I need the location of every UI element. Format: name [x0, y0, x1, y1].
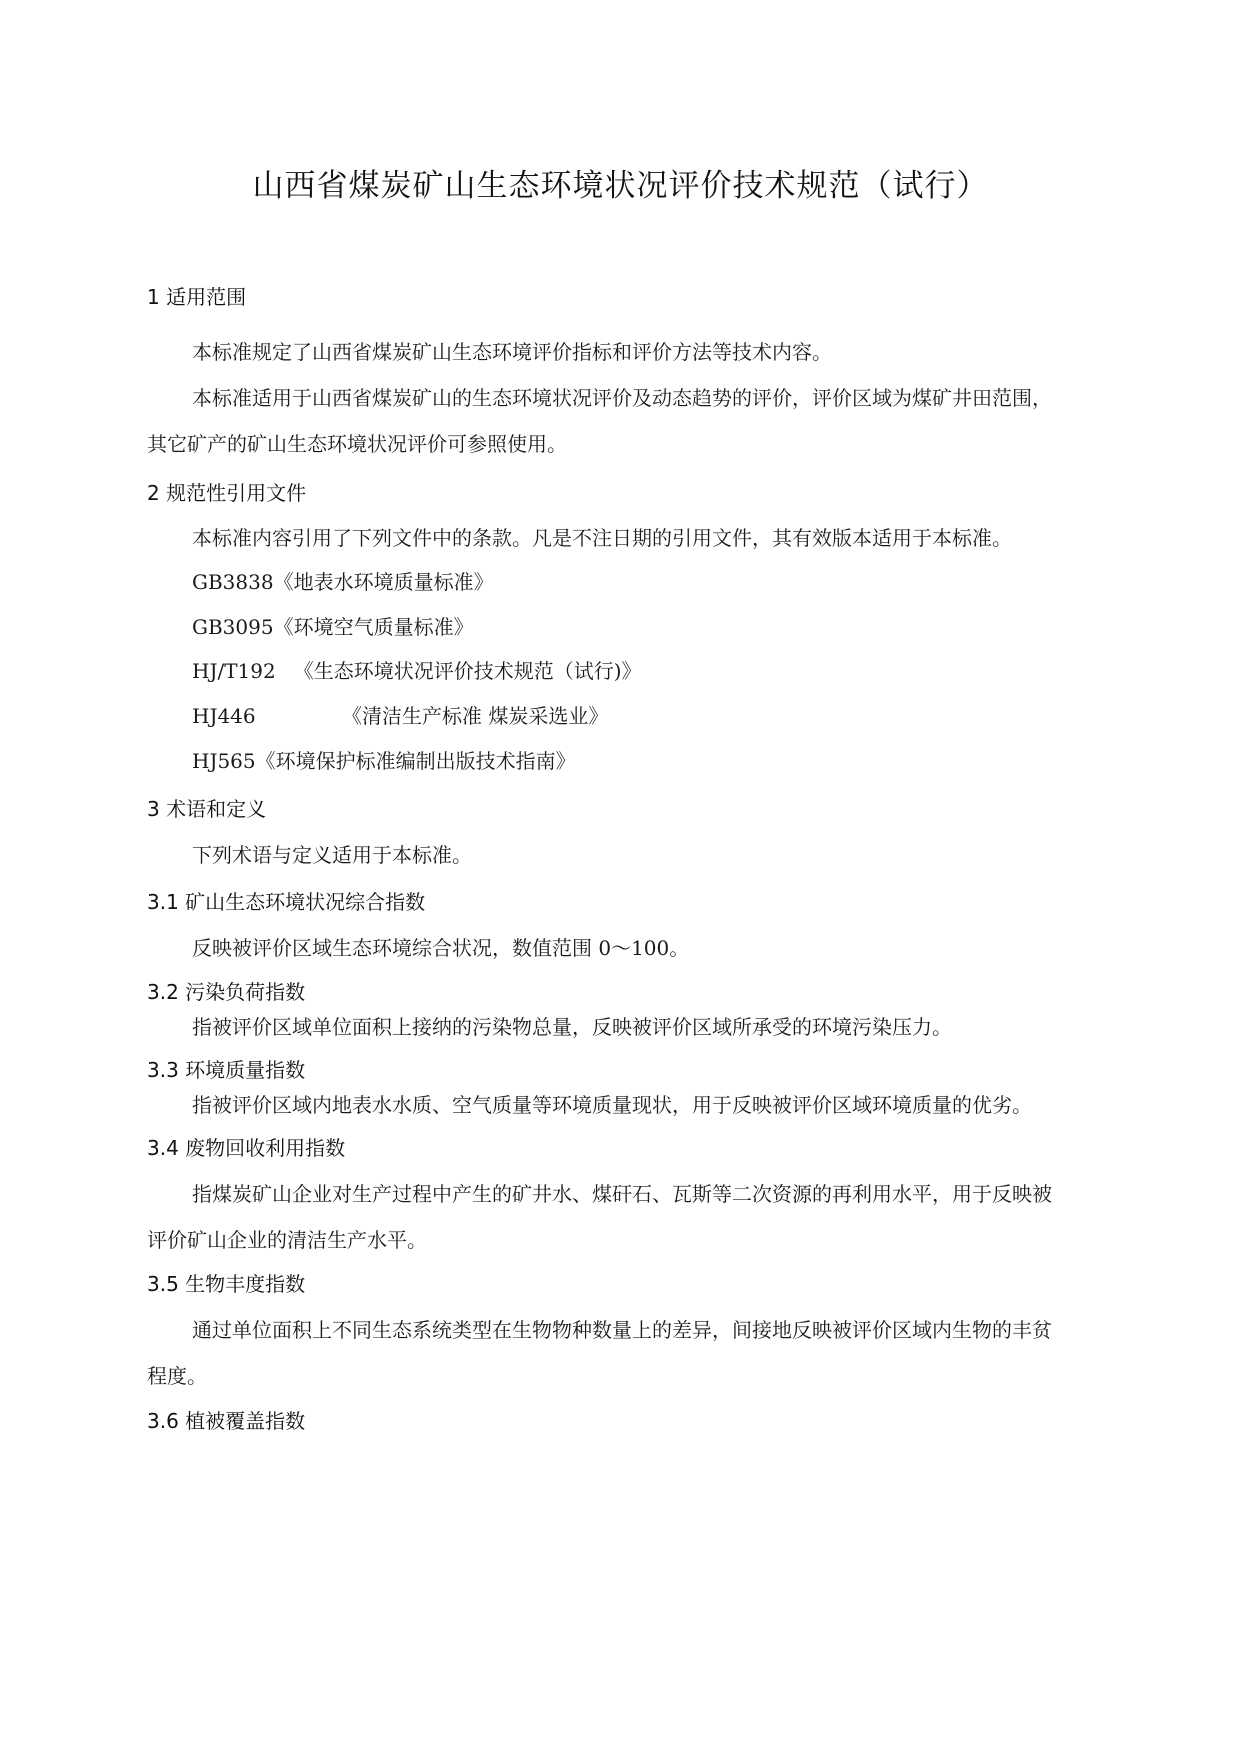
term-definition: 指被评价区域单位面积上接纳的污染物总量，反映被评价区域所承受的环境污染压力。	[192, 1015, 952, 1039]
section-1-paragraph-2-line-1: 本标准适用于山西省煤炭矿山的生态环境状况评价及动态趋势的评价，评价区域为煤矿井田范围，	[192, 386, 1052, 410]
reference-code: GB3095	[192, 615, 274, 639]
reference-title: 《环境保护标准编制出版技术指南》	[255, 749, 576, 773]
document-title: 山西省煤炭矿山生态环境状况评价技术规范（试行）	[252, 168, 989, 204]
section-1-paragraph-1: 本标准规定了山西省煤炭矿山生态环境评价指标和评价方法等技术内容。	[192, 340, 832, 364]
term-heading: 3.1 矿山生态环境状况综合指数	[147, 890, 426, 914]
reference-title: 《环境空气质量标准》	[273, 615, 474, 639]
reference-item	[192, 745, 576, 774]
reference-item	[192, 611, 474, 640]
section-1-heading: 1 适用范围	[147, 285, 247, 309]
reference-item	[192, 655, 642, 684]
term-definition-continued: 评价矿山企业的清洁生产水平。	[147, 1228, 427, 1252]
term-heading: 3.6 植被覆盖指数	[147, 1409, 306, 1433]
reference-code: HJ446	[192, 704, 256, 728]
section-3-heading: 3 术语和定义	[147, 797, 267, 821]
reference-item	[192, 566, 494, 595]
reference-code: HJ565	[192, 749, 256, 773]
term-heading: 3.4 废物回收利用指数	[147, 1136, 346, 1160]
term-definition: 通过单位面积上不同生态系统类型在生物物种数量上的差异，间接地反映被评价区域内生物的丰贫	[192, 1318, 1052, 1342]
reference-code: HJ/T192	[192, 659, 276, 683]
term-definition: 反映被评价区域生态环境综合状况，数值范围 0～100。	[192, 936, 690, 960]
term-definition: 指被评价区域内地表水水质、空气质量等环境质量现状，用于反映被评价区域环境质量的优劣。	[192, 1093, 1032, 1117]
term-heading: 3.2 污染负荷指数	[147, 980, 306, 1004]
section-2-heading: 2 规范性引用文件	[147, 481, 307, 505]
term-heading: 3.3 环境质量指数	[147, 1058, 306, 1082]
reference-item	[192, 700, 608, 729]
term-definition-continued: 程度。	[147, 1364, 207, 1388]
reference-title: 《生态环境状况评价技术规范（试行)》	[293, 659, 642, 683]
term-definition: 指煤炭矿山企业对生产过程中产生的矿井水、煤矸石、瓦斯等二次资源的再利用水平，用于反映被	[192, 1182, 1052, 1206]
reference-title: 《地表水环境质量标准》	[273, 570, 494, 594]
reference-title: 《清洁生产标准 煤炭采选业》	[342, 704, 609, 728]
section-1-paragraph-2-line-2: 其它矿产的矿山生态环境状况评价可参照使用。	[147, 432, 567, 456]
reference-code: GB3838	[192, 570, 274, 594]
section-3-intro: 下列术语与定义适用于本标准。	[192, 843, 472, 867]
term-heading: 3.5 生物丰度指数	[147, 1272, 306, 1296]
section-2-intro: 本标准内容引用了下列文件中的条款。凡是不注日期的引用文件，其有效版本适用于本标准。	[192, 526, 1012, 550]
